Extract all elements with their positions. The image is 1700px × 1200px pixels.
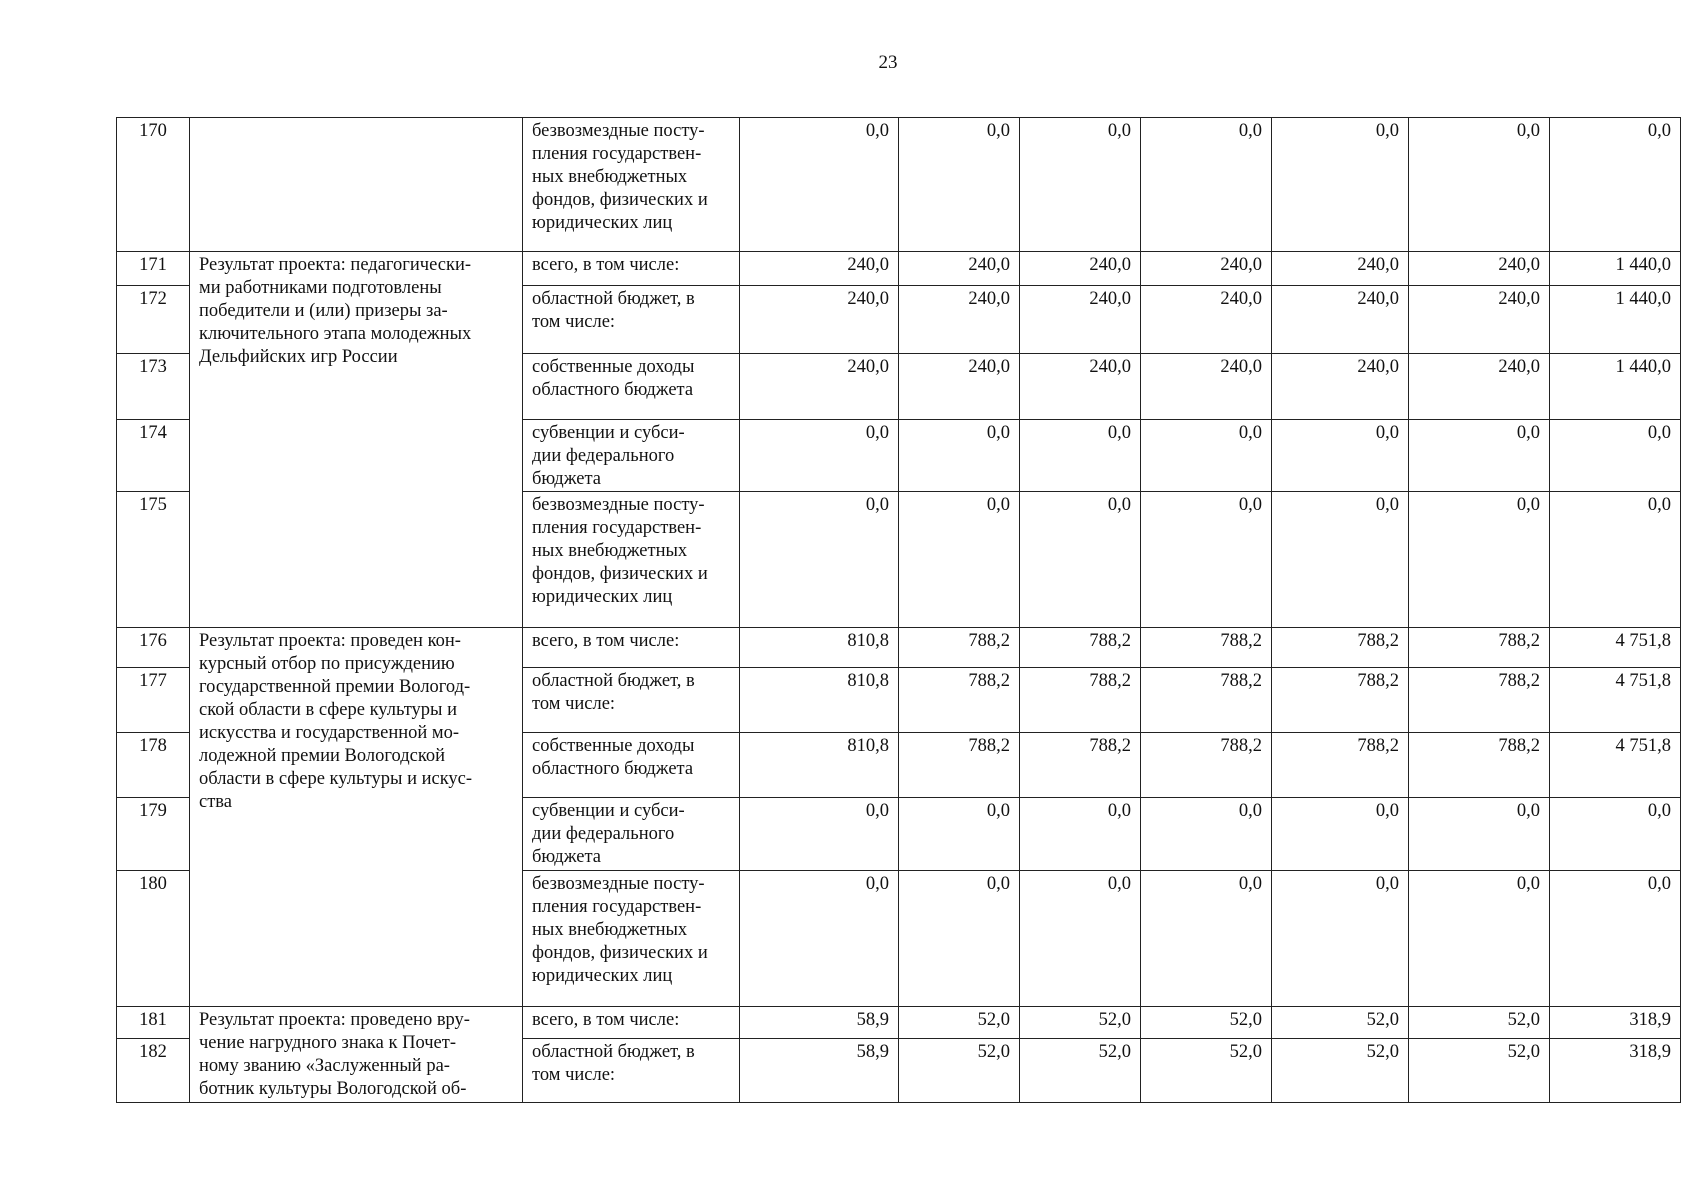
value-year: 788,2	[1272, 668, 1409, 733]
value-year: 52,0	[1272, 1007, 1409, 1039]
funding-source: всего, в том числе:	[523, 1007, 740, 1039]
value-total: 318,9	[1550, 1039, 1681, 1103]
row-number: 174	[117, 420, 190, 492]
value-year: 788,2	[1020, 733, 1141, 798]
budget-table	[116, 117, 1681, 1103]
funding-source: всего, в том числе:	[523, 628, 740, 668]
value-year: 240,0	[1020, 252, 1141, 286]
value-year: 0,0	[1141, 871, 1272, 1007]
value-year: 788,2	[1409, 628, 1550, 668]
value-year: 0,0	[1020, 492, 1141, 628]
table-row	[117, 628, 1681, 668]
page-number: 23	[878, 52, 898, 73]
value-year: 52,0	[1141, 1007, 1272, 1039]
value-year: 52,0	[1409, 1007, 1550, 1039]
value-total: 0,0	[1550, 118, 1681, 252]
value-year: 0,0	[1141, 798, 1272, 871]
value-year: 52,0	[1409, 1039, 1550, 1103]
value-year: 788,2	[899, 733, 1020, 798]
value-year: 0,0	[899, 420, 1020, 492]
value-year: 240,0	[740, 286, 899, 354]
result-description: Результат проекта: проведен кон- курсный отбор по присуждению государственной премии Вологод- ской области в сфере культуры и искусства и государственной мо- лодежной премии Вологодской области в сфере культуры и искус- ства	[190, 628, 523, 1007]
value-year: 0,0	[1272, 798, 1409, 871]
value-year: 0,0	[1272, 420, 1409, 492]
value-total: 4 751,8	[1550, 733, 1681, 798]
row-number: 172	[117, 286, 190, 354]
row-number: 181	[117, 1007, 190, 1039]
row-number: 171	[117, 252, 190, 286]
funding-source: безвозмездные посту- пления государствен- ных внебюджетных фондов, физических и юридических лиц	[523, 871, 740, 1007]
value-year: 58,9	[740, 1007, 899, 1039]
value-year: 52,0	[899, 1007, 1020, 1039]
funding-source: безвозмездные посту- пления государствен- ных внебюджетных фондов, физических и юридических лиц	[523, 492, 740, 628]
value-year: 0,0	[1020, 420, 1141, 492]
value-year: 0,0	[1272, 871, 1409, 1007]
value-year: 810,8	[740, 733, 899, 798]
value-total: 0,0	[1550, 798, 1681, 871]
value-year: 0,0	[899, 118, 1020, 252]
value-year: 0,0	[899, 492, 1020, 628]
value-year: 0,0	[1409, 420, 1550, 492]
value-year: 52,0	[1020, 1039, 1141, 1103]
value-year: 52,0	[1141, 1039, 1272, 1103]
value-year: 52,0	[1272, 1039, 1409, 1103]
row-number: 175	[117, 492, 190, 628]
value-year: 0,0	[1020, 871, 1141, 1007]
value-year: 240,0	[1272, 354, 1409, 420]
value-year: 0,0	[1141, 118, 1272, 252]
result-description	[190, 118, 523, 252]
value-year: 0,0	[1409, 798, 1550, 871]
value-year: 0,0	[1141, 420, 1272, 492]
value-year: 810,8	[740, 668, 899, 733]
value-year: 240,0	[1141, 286, 1272, 354]
funding-source: субвенции и субси- дии федерального бюджета	[523, 420, 740, 492]
value-year: 788,2	[1141, 733, 1272, 798]
value-year: 810,8	[740, 628, 899, 668]
result-description: Результат проекта: проведено вру- чение нагрудного знака к Почет- ному званию «Заслуженный ра- ботник культуры Вологодской об-	[190, 1007, 523, 1103]
value-year: 788,2	[1272, 733, 1409, 798]
row-number: 173	[117, 354, 190, 420]
value-year: 0,0	[1409, 118, 1550, 252]
row-number: 182	[117, 1039, 190, 1103]
value-year: 0,0	[1141, 492, 1272, 628]
table-row	[117, 252, 1681, 286]
value-year: 0,0	[740, 871, 899, 1007]
value-year: 240,0	[899, 354, 1020, 420]
funding-source: областной бюджет, в том числе:	[523, 668, 740, 733]
funding-source: субвенции и субси- дии федерального бюджета	[523, 798, 740, 871]
value-year: 0,0	[1409, 871, 1550, 1007]
result-description: Результат проекта: педагогически- ми работниками подготовлены победители и (или) призеры за- ключительного этапа молодежных Дельфийских игр России	[190, 252, 523, 628]
value-year: 240,0	[740, 252, 899, 286]
value-year: 240,0	[1141, 252, 1272, 286]
value-year: 0,0	[1272, 118, 1409, 252]
value-year: 240,0	[1141, 354, 1272, 420]
value-year: 58,9	[740, 1039, 899, 1103]
row-number: 178	[117, 733, 190, 798]
value-year: 788,2	[899, 668, 1020, 733]
funding-source: собственные доходы областного бюджета	[523, 354, 740, 420]
value-year: 240,0	[740, 354, 899, 420]
value-year: 788,2	[1272, 628, 1409, 668]
value-total: 0,0	[1550, 871, 1681, 1007]
row-number: 177	[117, 668, 190, 733]
value-year: 788,2	[1020, 668, 1141, 733]
value-year: 0,0	[740, 420, 899, 492]
value-year: 0,0	[899, 798, 1020, 871]
table-row	[117, 1007, 1681, 1039]
funding-source: безвозмездные посту- пления государствен- ных внебюджетных фондов, физических и юридических лиц	[523, 118, 740, 252]
value-year: 0,0	[899, 871, 1020, 1007]
value-year: 788,2	[899, 628, 1020, 668]
value-total: 1 440,0	[1550, 286, 1681, 354]
funding-source: всего, в том числе:	[523, 252, 740, 286]
value-year: 52,0	[899, 1039, 1020, 1103]
value-year: 788,2	[1409, 668, 1550, 733]
funding-source: собственные доходы областного бюджета	[523, 733, 740, 798]
value-year: 0,0	[740, 492, 899, 628]
value-total: 4 751,8	[1550, 628, 1681, 668]
value-year: 240,0	[1409, 286, 1550, 354]
value-year: 0,0	[1272, 492, 1409, 628]
value-total: 1 440,0	[1550, 252, 1681, 286]
value-year: 0,0	[1020, 798, 1141, 871]
value-year: 0,0	[1409, 492, 1550, 628]
value-total: 1 440,0	[1550, 354, 1681, 420]
value-year: 0,0	[740, 118, 899, 252]
value-year: 788,2	[1141, 628, 1272, 668]
row-number: 180	[117, 871, 190, 1007]
value-year: 240,0	[899, 286, 1020, 354]
value-year: 240,0	[899, 252, 1020, 286]
value-year: 788,2	[1020, 628, 1141, 668]
value-year: 0,0	[1020, 118, 1141, 252]
value-year: 240,0	[1020, 354, 1141, 420]
value-year: 52,0	[1020, 1007, 1141, 1039]
value-year: 240,0	[1272, 286, 1409, 354]
row-number: 176	[117, 628, 190, 668]
value-total: 4 751,8	[1550, 668, 1681, 733]
value-year: 788,2	[1141, 668, 1272, 733]
row-number: 179	[117, 798, 190, 871]
funding-source: областной бюджет, в том числе:	[523, 1039, 740, 1103]
value-total: 0,0	[1550, 492, 1681, 628]
table-row	[117, 118, 1681, 252]
value-year: 788,2	[1409, 733, 1550, 798]
value-year: 240,0	[1409, 252, 1550, 286]
value-total: 318,9	[1550, 1007, 1681, 1039]
value-year: 0,0	[740, 798, 899, 871]
value-year: 240,0	[1020, 286, 1141, 354]
funding-source: областной бюджет, в том числе:	[523, 286, 740, 354]
row-number: 170	[117, 118, 190, 252]
value-total: 0,0	[1550, 420, 1681, 492]
value-year: 240,0	[1272, 252, 1409, 286]
value-year: 240,0	[1409, 354, 1550, 420]
